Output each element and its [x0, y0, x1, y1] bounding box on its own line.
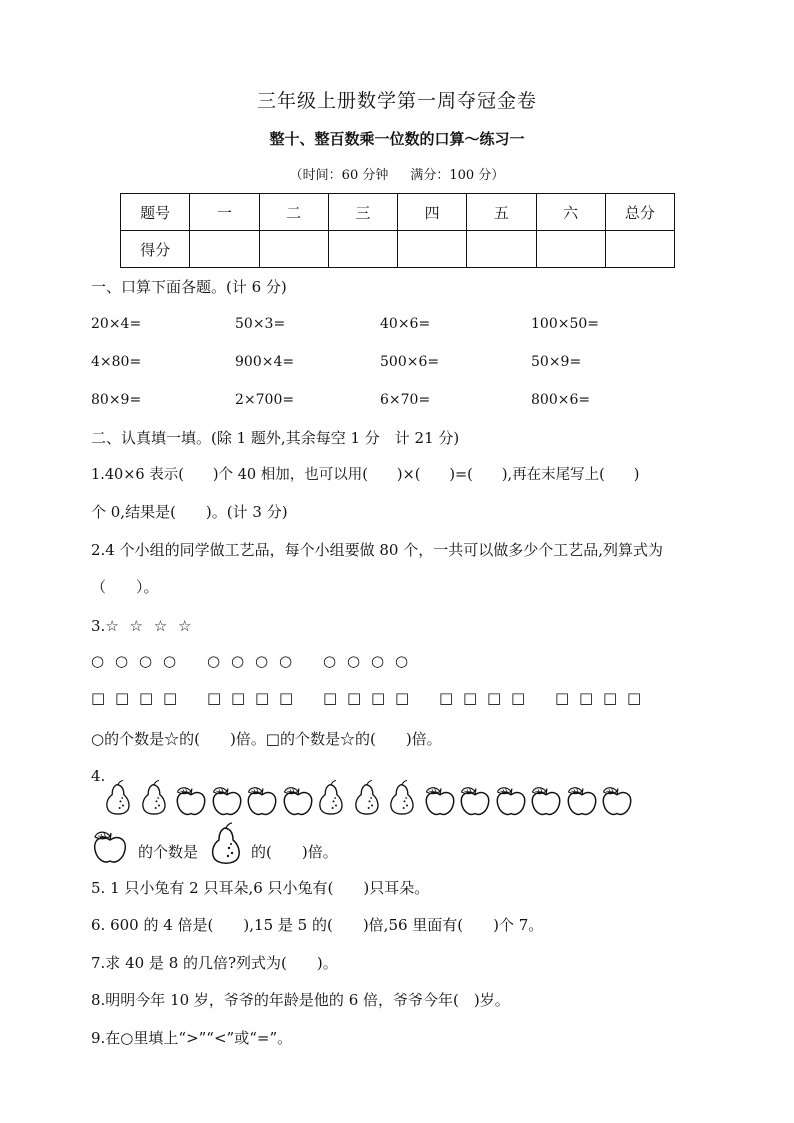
question-2-line2: （ ）。 [91, 578, 159, 596]
circle-group [91, 652, 187, 670]
apple-icon [281, 784, 315, 822]
apple-icon [174, 784, 208, 822]
score-table [120, 193, 675, 268]
time-limit: （时间：60 分钟 [289, 168, 389, 183]
square-icon: □ [323, 689, 340, 707]
calc-item: 500×6= [380, 354, 440, 370]
calc-item: 900×4= [235, 354, 295, 370]
circle-icon: ○ [255, 652, 271, 670]
circle-icon: ○ [91, 652, 107, 670]
score-cell: 题号 [121, 194, 190, 231]
score-table-score-row [121, 231, 675, 268]
square-icon: □ [255, 689, 272, 707]
square-icon: □ [231, 689, 248, 707]
star-row: ☆ ☆ ☆ ☆ [105, 617, 195, 635]
question-2-line1: 2.4 个小组的同学做工艺品，每个小组要做 80 个，一共可以做多少个工艺品,列算式为 [91, 541, 664, 559]
circle-icon: ○ [115, 652, 131, 670]
question-3-question: ○的个数是☆的( )倍。□的个数是☆的( )倍。 [91, 730, 442, 748]
question-1-line2: 个 0,结果是( )。(计 3 分) [91, 503, 288, 521]
score-cell: 二 [259, 194, 328, 231]
circle-icon: ○ [163, 652, 179, 670]
apple-icon [245, 784, 279, 822]
time-score-info [0, 164, 794, 183]
question-4-label: 4. [91, 767, 106, 785]
square-icon: □ [627, 689, 644, 707]
square-icon: □ [487, 689, 504, 707]
square-group [207, 689, 303, 707]
square-icon: □ [279, 689, 296, 707]
square-icon: □ [555, 689, 572, 707]
square-icon: □ [395, 689, 412, 707]
score-table-header-row [121, 194, 675, 231]
calc-item: 40×6= [380, 316, 431, 332]
fruit-row [103, 776, 643, 822]
calc-item: 50×3= [235, 316, 286, 332]
pear-icon [208, 822, 244, 870]
pear-icon [387, 778, 417, 822]
score-cell: 总分 [605, 194, 674, 231]
calc-item: 20×4= [91, 316, 142, 332]
square-icon: □ [579, 689, 596, 707]
apple-icon [494, 784, 528, 822]
score-cell: 六 [536, 194, 605, 231]
circle-icon: ○ [231, 652, 247, 670]
square-icon: □ [603, 689, 620, 707]
square-group [439, 689, 535, 707]
score-input-cell[interactable] [536, 231, 605, 268]
score-input-cell[interactable] [605, 231, 674, 268]
question-5: 5. 1 只小兔有 2 只耳朵,6 只小兔有( )只耳朵。 [91, 879, 430, 897]
square-group [555, 689, 651, 707]
question-3-stars [91, 616, 194, 636]
square-group [323, 689, 419, 707]
square-icon: □ [463, 689, 480, 707]
score-cell: 四 [398, 194, 467, 231]
square-icon: □ [511, 689, 528, 707]
square-icon: □ [115, 689, 132, 707]
calc-item: 80×9= [91, 392, 142, 408]
score-input-cell[interactable] [467, 231, 536, 268]
page-title: 三年级上册数学第一周夺冠金卷 [256, 90, 537, 112]
circle-icon: ○ [139, 652, 155, 670]
apple-icon [423, 784, 457, 822]
score-cell: 一 [190, 194, 259, 231]
calc-item: 100×50= [531, 316, 599, 332]
circle-row [91, 652, 439, 670]
question-4-text-a: 的个数是 [138, 843, 199, 861]
circle-icon: ○ [323, 652, 339, 670]
circle-icon: ○ [279, 652, 295, 670]
calc-item: 800×6= [531, 392, 591, 408]
apple-icon [91, 828, 129, 870]
score-input-cell[interactable] [190, 231, 259, 268]
circle-group [207, 652, 303, 670]
question-3-label: 3. [91, 617, 106, 635]
calc-item: 2×700= [235, 392, 295, 408]
circle-group [323, 652, 419, 670]
square-icon: □ [139, 689, 156, 707]
square-icon: □ [163, 689, 180, 707]
page-subtitle: 整十、整百数乘一位数的口算～练习一 [269, 130, 525, 148]
square-icon: □ [207, 689, 224, 707]
apple-icon [210, 784, 244, 822]
apple-icon [529, 784, 563, 822]
calc-item: 6×70= [380, 392, 431, 408]
circle-icon: ○ [347, 652, 363, 670]
circle-icon: ○ [371, 652, 387, 670]
section1-heading: 一、口算下面各题。(计 6 分) [91, 278, 287, 296]
square-group [91, 689, 187, 707]
question-9: 9.在○里填上“>”“<”或“=”。 [91, 1029, 293, 1047]
section2-heading: 二、认真填一填。(除 1 题外,其余每空 1 分 计 21 分) [91, 429, 460, 447]
calc-item: 4×80= [91, 354, 142, 370]
score-input-cell[interactable] [398, 231, 467, 268]
question-1-line1: 1.40×6 表示( )个 40 相加，也可以用( )×( )=( ),再在末尾写上( ) [91, 467, 640, 483]
square-icon: □ [347, 689, 364, 707]
score-cell: 五 [467, 194, 536, 231]
pear-icon [103, 778, 133, 822]
score-cell: 得分 [121, 231, 190, 268]
square-icon: □ [371, 689, 388, 707]
full-score: 满分：100 分） [410, 168, 505, 183]
question-4-text-b: 的( )倍。 [251, 843, 338, 861]
pear-icon [316, 778, 346, 822]
square-icon: □ [439, 689, 456, 707]
question-8: 8.明明今年 10 岁，爷爷的年龄是他的 6 倍，爷爷今年( )岁。 [91, 991, 510, 1009]
pear-icon [352, 778, 382, 822]
apple-icon [458, 784, 492, 822]
pear-icon [139, 778, 169, 822]
question-7: 7.求 40 是 8 的几倍?列式为( )。 [91, 954, 338, 972]
circle-icon: ○ [395, 652, 411, 670]
square-icon: □ [91, 689, 108, 707]
question-6: 6. 600 的 4 倍是( ),15 是 5 的( )倍,56 里面有( )个 7。 [91, 916, 544, 934]
apple-icon [600, 784, 634, 822]
score-input-cell[interactable] [328, 231, 397, 268]
square-row [91, 689, 671, 707]
calc-item: 50×9= [531, 354, 582, 370]
apple-icon [565, 784, 599, 822]
score-cell: 三 [328, 194, 397, 231]
score-input-cell[interactable] [259, 231, 328, 268]
circle-icon: ○ [207, 652, 223, 670]
